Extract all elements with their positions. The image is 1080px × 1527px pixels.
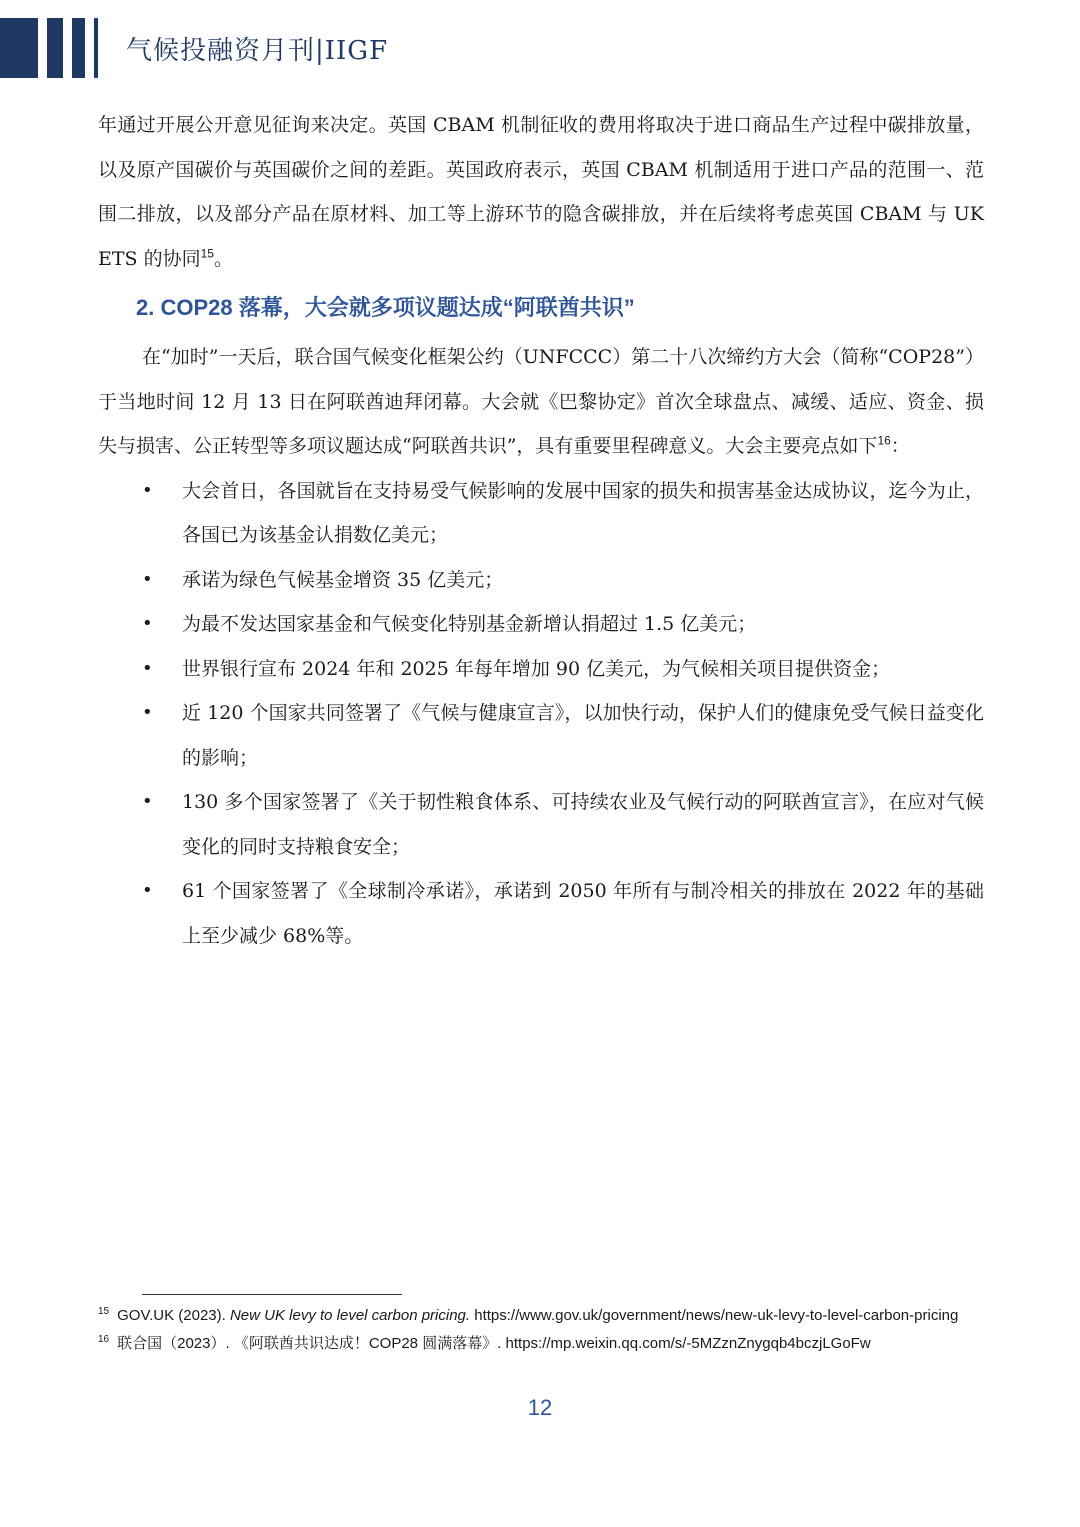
header-bar xyxy=(72,18,85,78)
header-title: 气候投融资月刊|IIGF xyxy=(126,36,389,66)
bullet-icon: • xyxy=(142,657,153,679)
list-item: • 61 个国家签署了《全球制冷承诺》，承诺到 2050 年所有与制冷相关的排放在 2022 年的基础上至少减少 68%等。 xyxy=(98,869,984,958)
list-item: • 世界银行宣布 2024 年和 2025 年每年增加 90 亿美元，为气候相关项目提供资金； xyxy=(98,647,984,692)
footnote-ref-16[interactable]: 16 xyxy=(877,433,891,448)
footnotes xyxy=(98,1302,984,1358)
section-title: 2. COP28 落幕，大会就多项议题达成“阿联酋共识” xyxy=(136,295,635,320)
footnote-16: $^{16}$ 联合国（2023）. 《阿联酋共识达成！COP28 圆满落幕》. https://mp.weixin.qq.com/s/-5MZznZnygqb4bczjLGoFw xyxy=(98,1334,871,1352)
list-item: • 130 多个国家签署了《关于韧性粮食体系、可持续农业及气候行动的阿联酋宣言》，在应对气候变化的同时支持粮食安全； xyxy=(98,780,984,869)
section-paragraph: 在“加时”一天后，联合国气候变化框架公约（UNFCCC）第二十八次缔约方大会（简称“COP28”）于当地时间 12 月 13 日在阿联酋迪拜闭幕。大会就《巴黎协定》首次全球盘点、减缓、适应、资金、损失与损害、公正转型等多项议题达成“阿联酋共识”，具有重要里程碑意义。大会主要亮点如下$^{16}$： xyxy=(98,346,984,457)
highlights-list xyxy=(98,469,984,959)
footnote-link[interactable]: https://mp.weixin.qq.com/s/-5MZznZnygqb4bczjLGoFw xyxy=(505,1335,871,1352)
footnote-link[interactable]: https://www.gov.uk/government/news/new-uk-levy-to-level-carbon-pricing xyxy=(470,1307,959,1324)
header-bar xyxy=(0,18,38,78)
intro-paragraph: 年通过开展公开意见征询来决定。英国 CBAM 机制征收的费用将取决于进口商品生产过程中碳排放量，以及原产国碳价与英国碳价之间的差距。英国政府表示，英国 CBAM 机制适用于进口产品的范围一、范围二排放，以及部分产品在原材料、加工等上游环节的隐含碳排放，并在后续将考虑英国 CBAM 与 UK ETS 的协同$^{15}$。 xyxy=(98,114,984,270)
bullet-icon: • xyxy=(142,479,153,501)
bullet-icon: • xyxy=(142,880,153,901)
bullet-icon: • xyxy=(142,613,153,634)
footnote-divider xyxy=(142,1294,402,1295)
list-item: • 近 120 个国家共同签署了《气候与健康宣言》，以加快行动，保护人们的健康免受气候日益变化的影响； xyxy=(98,691,984,780)
header-bar xyxy=(94,18,98,78)
footnote-ref-15[interactable]: 15 xyxy=(200,246,214,261)
header-bar xyxy=(47,18,63,78)
list-item: • 为最不发达国家基金和气候变化特别基金新增认捐超过 1.5 亿美元； xyxy=(98,602,984,647)
bullet-icon: • xyxy=(142,791,153,812)
list-item: • 大会首日，各国就旨在支持易受气候影响的发展中国家的损失和损害基金达成协议，迄今为止，各国已为该基金认捐数亿美元； xyxy=(98,469,984,558)
footnote-15: $^{15}$ GOV.UK (2023). New UK levy to level carbon pricing. https://www.gov.uk/government/news/new-uk-levy-to-level-carbon-pricing xyxy=(98,1306,959,1324)
bullet-icon: • xyxy=(142,568,153,590)
bullet-icon: • xyxy=(142,702,153,723)
main-content xyxy=(98,103,984,958)
list-item: • 承诺为绿色气候基金增资 35 亿美元； xyxy=(98,558,984,603)
page-number: 12 xyxy=(527,1395,553,1420)
